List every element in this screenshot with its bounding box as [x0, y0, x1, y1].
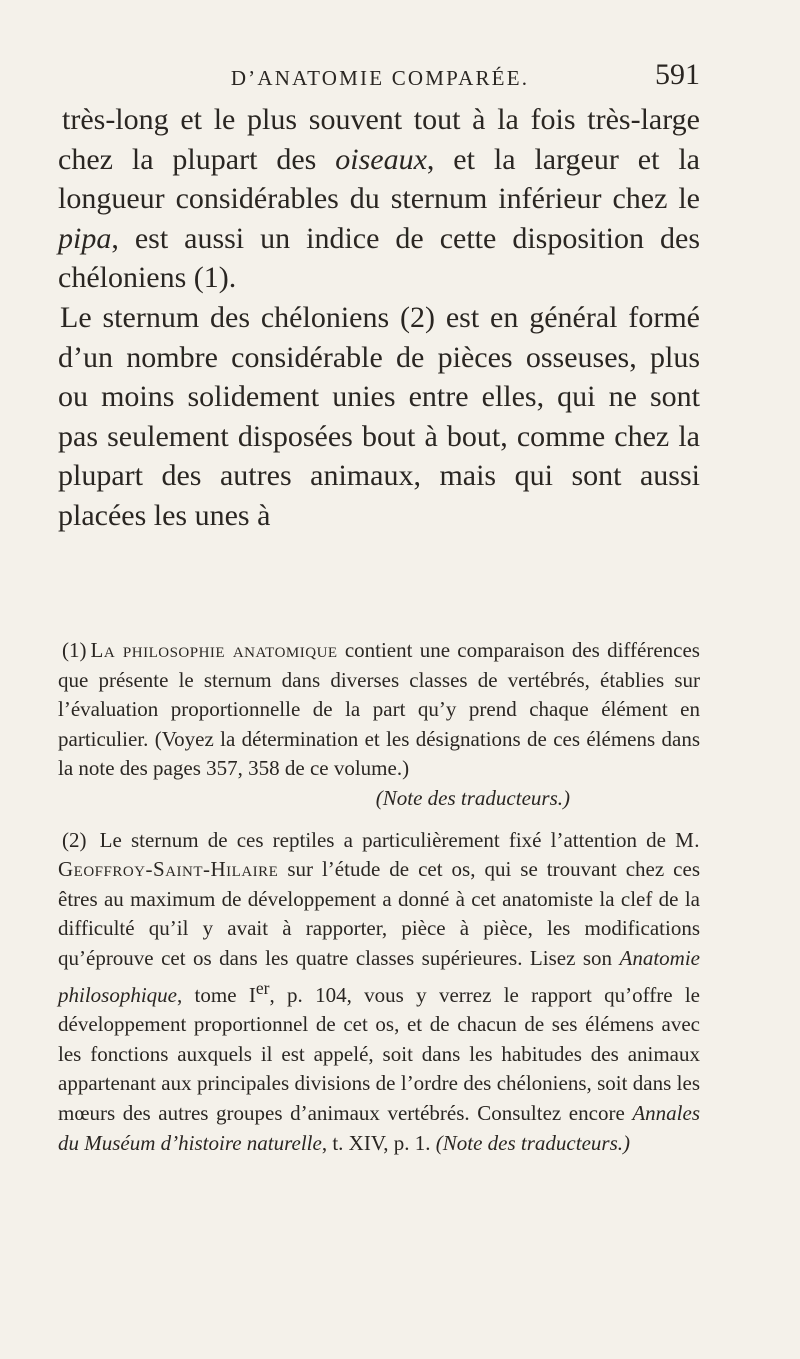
- italic-term-pipa: pipa: [58, 221, 112, 255]
- translator-note: (Note des traducteurs.): [435, 1130, 631, 1155]
- page-number: 591: [655, 58, 700, 91]
- footnote-text: sur l’étude de cet os, qui se trouvant chez ces êtres au maximum de développement a donné à cet anatomiste la clef de la difficulté qu’il y avait à rapporter, pièce à pièce, les modifications qu’éprouve cet os dans les quatre classes supérieures. Lisez son: [58, 857, 700, 970]
- journal-title: Annales du Muséum d’histoire naturelle: [58, 1100, 700, 1155]
- running-head: D’ANATOMIE COMPARÉE.: [230, 66, 530, 90]
- smallcaps-title: La philosophie anatomique: [90, 638, 338, 662]
- translator-note: (Note des traducteurs.): [375, 785, 570, 810]
- footnotes: [58, 636, 700, 1158]
- text-run: , et la largeur et la longueur considérables du sternum inférieur chez le: [58, 142, 700, 216]
- footnote-marker: (2): [62, 827, 87, 852]
- text-run: , est aussi un indice de cette disposition des chéloniens (1).: [58, 221, 700, 295]
- book-title: Anatomie philosophique: [58, 945, 700, 1007]
- footnote-text: , t. XIV, p. 1.: [321, 1130, 436, 1155]
- superscript: er: [255, 977, 270, 998]
- author-name: M. Geoffroy-Saint-Hilaire: [58, 827, 700, 882]
- footnote-text: , p. 104, vous y verrez le rapport qu’offre le développement proportionnel de cet os, et de chacun de ses élémens avec les fonctions auxquels il est appelé, soit dans les habitudes des animaux appartenant aux principales divisions de l’ordre des chéloniens, soit dans les mœurs des autres groupes d’animaux vertébrés. Consultez encore: [58, 982, 700, 1125]
- footnote-text: Le sternum de ces reptiles a particulièrement fixé l’attention de: [90, 827, 676, 852]
- footnote-text: , tome I: [177, 982, 256, 1007]
- footnote-2: [58, 826, 700, 1159]
- italic-term-oiseaux: oiseaux: [335, 142, 427, 176]
- paragraph-1: [58, 100, 700, 298]
- text-run: très-long et le plus souvent tout à la fois très-large chez la plupart des: [58, 103, 700, 176]
- footnote-marker: (1): [62, 638, 87, 662]
- paragraph-2: Le sternum des chéloniens (2) est en général formé d’un nombre considérable de pièces osseuses, plus ou moins solidement unies entre elles, qui ne sont pas seulement disposées bout à bout, comme chez la plupart des autres animaux, mais qui sont aussi placées les unes à: [58, 300, 700, 532]
- footnote-text: contient une comparaison des différences que présente le sternum dans diverses classes de vertébrés, établies sur l’évaluation proportionnelle de la part qu’y prend chaque élément en particulier. (Voyez la détermination et les désignations de ces élémens dans la note des pages 357, 358 de ce volume.): [58, 638, 700, 781]
- footnote-1-credit: [58, 784, 700, 814]
- footnote-1: [58, 636, 700, 784]
- main-text: [58, 100, 700, 536]
